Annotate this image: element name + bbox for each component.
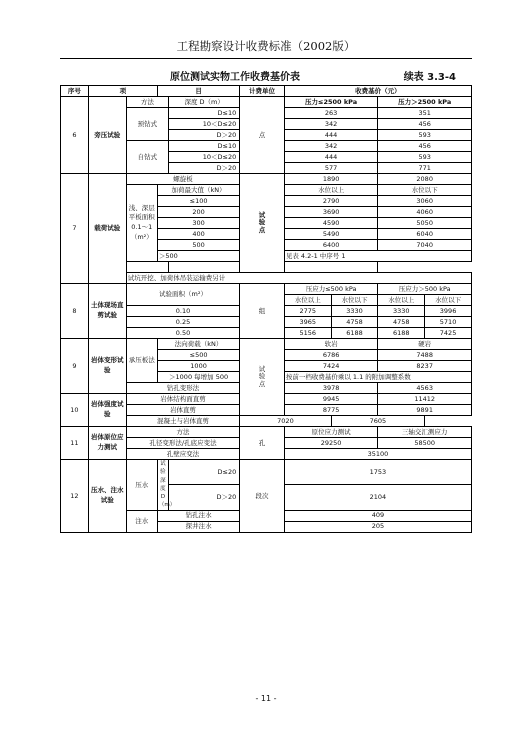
s7-subhead-row: 浅、深层平板面积0.1～1（m²） 加荷最大值（kN） 水位以上 水位以下 xyxy=(61,185,472,196)
table-row: 0.10 2775 3330 3330 3996 xyxy=(61,306,472,317)
table-row: 混凝土与岩体直剪 7020 7605 xyxy=(61,416,472,427)
col-item: 项 xyxy=(88,86,157,97)
table-row: 300 4590 5050 xyxy=(61,218,472,229)
table-row: 10 岩体强度试验 岩体结构面直剪 9945 11412 xyxy=(61,394,472,405)
s12-name: 压水、注水试验 xyxy=(88,460,126,533)
s9-head-row: 9 岩体变形试验 承压板法 法向荷载（kN） 试验点 软岩 硬岩 xyxy=(61,339,472,350)
s12-pw: 压水 xyxy=(126,460,157,511)
s9-10-unit: 试验点 xyxy=(240,339,285,416)
s6-p1: 压力≤2500 kPa xyxy=(284,97,378,108)
s9-name: 岩体变形试验 xyxy=(88,339,126,394)
running-header: 工程勘察设计收费标准（2002版） xyxy=(176,39,356,53)
s6-depth: 深度 D（m） xyxy=(169,97,240,108)
table-row: 岩体直剪 8775 9891 xyxy=(61,405,472,416)
table-row: 钻孔变形法 3978 4563 xyxy=(61,383,472,394)
table-row: D＞20 444 593 xyxy=(61,130,472,141)
s8-head-row: 8 土体现场直剪试验 试验面积（m²） 组 压应力≤500 kPa 压应力＞500 kPa xyxy=(61,284,472,295)
s11-name: 岩体原位应力测试 xyxy=(88,427,126,460)
col-no: 序号 xyxy=(61,86,89,97)
table-title-bar xyxy=(60,68,472,84)
s6-name: 旁压试验 xyxy=(88,97,126,174)
s12-no: 12 xyxy=(61,460,89,533)
s6-selfdrill: 自钻式 xyxy=(126,141,168,174)
table-row: ≤100 2790 3060 xyxy=(61,196,472,207)
s6-method: 方法 xyxy=(126,97,168,108)
s12-depth: 试验深度 D（m） xyxy=(158,461,176,509)
table-row: 200 3690 4060 xyxy=(61,207,472,218)
table-row: 0.25 3965 4758 4758 5710 xyxy=(61,317,472,328)
table-row: 探井注水 205 xyxy=(61,521,472,532)
header-rule xyxy=(60,58,472,59)
table-row: ＞500 见表 4.2-1 中序号 1 xyxy=(61,251,472,262)
s7-spiral: 螺旋板 xyxy=(126,174,240,185)
table-row: ≤500 6786 7488 xyxy=(61,350,472,361)
fee-table xyxy=(60,85,472,533)
s7-spiral-row: 7 载荷试验 螺旋板 试验点 1890 2080 xyxy=(61,174,472,185)
col-unit: 计费单位 xyxy=(240,86,285,97)
s7-load-head: 加荷最大值（kN） xyxy=(157,185,239,196)
table-row: D＞20 2104 xyxy=(61,485,472,510)
s6-predrill: 预钻式 xyxy=(126,108,168,141)
s10-name: 岩体强度试验 xyxy=(88,394,126,427)
s7-no: 7 xyxy=(61,174,89,284)
s6-p2: 压力＞2500 kPa xyxy=(378,97,472,108)
table-row: 预钻式 D≤10 263 351 xyxy=(61,108,472,119)
table-row: 400 5490 6040 xyxy=(61,229,472,240)
s11-unit: 孔 xyxy=(240,427,285,460)
page-number: - 11 - xyxy=(255,694,277,703)
table-row: 500 6400 7040 xyxy=(61,240,472,251)
table-title: 原位测试实物工作收费基价表 xyxy=(170,72,300,83)
table-row: 1000 7424 8237 xyxy=(61,361,472,372)
table-header-row xyxy=(61,86,472,97)
s7-remark: 试坑开挖、加荷体吊装运输费另计 xyxy=(126,273,471,284)
s9-pressure: 法向荷载（kN） xyxy=(157,339,239,350)
table-row: D＞20 577 771 xyxy=(61,163,472,174)
table-row: 10＜D≤20 444 593 xyxy=(61,152,472,163)
table-row: 孔壁应变法 35100 xyxy=(61,449,472,460)
s9-no: 9 xyxy=(61,339,89,394)
table-row: ＞1000 每增加 500 按前一档收费基价乘以 1.1 的附加调整系数 xyxy=(61,372,472,383)
s7-name: 载荷试验 xyxy=(88,174,126,284)
s8-name: 土体现场直剪试验 xyxy=(88,284,126,339)
s11-no: 11 xyxy=(61,427,89,460)
s8-subhead-row: 水位以上 水位以下 水位以上 水位以下 xyxy=(61,295,472,306)
s8-unit: 组 xyxy=(240,284,285,339)
table-row: 0.50 5156 6188 6188 7425 xyxy=(61,328,472,339)
s7-unit: 试验点 xyxy=(240,174,285,273)
table-row: 自钻式 D≤10 342 456 xyxy=(61,141,472,152)
s10-no: 10 xyxy=(61,394,89,427)
s8-area: 试验面积（m²） xyxy=(126,284,240,306)
s12-inj: 注水 xyxy=(126,510,157,532)
s8-no: 8 xyxy=(61,284,89,339)
s6-head-row xyxy=(61,97,472,108)
s11-head-row: 11 岩体原位应力测试 方法 孔 原位应力测试 三轴交汇测应力 xyxy=(61,427,472,438)
table-row: 12 压水、注水试验 压水 试验深度 D（m） D≤20 段次 1753 xyxy=(61,460,472,485)
col-item2: 目 xyxy=(157,86,239,97)
s12-unit: 段次 xyxy=(240,460,285,533)
table-row: 注水 钻孔注水 409 xyxy=(61,510,472,521)
s7-shallow: 浅、深层平板面积0.1～1（m²） xyxy=(126,185,157,262)
s6-unit: 点 xyxy=(240,97,285,174)
s9-rigid: 承压板法 xyxy=(126,339,157,383)
table-row: 孔径变形法/孔底应变法 29250 58500 xyxy=(61,438,472,449)
col-price: 收费基价（元） xyxy=(284,86,471,97)
table-row: 10＜D≤20 342 456 xyxy=(61,119,472,130)
table-continued: 续表 3.3-4 xyxy=(403,72,456,83)
s6-no: 6 xyxy=(61,97,89,174)
